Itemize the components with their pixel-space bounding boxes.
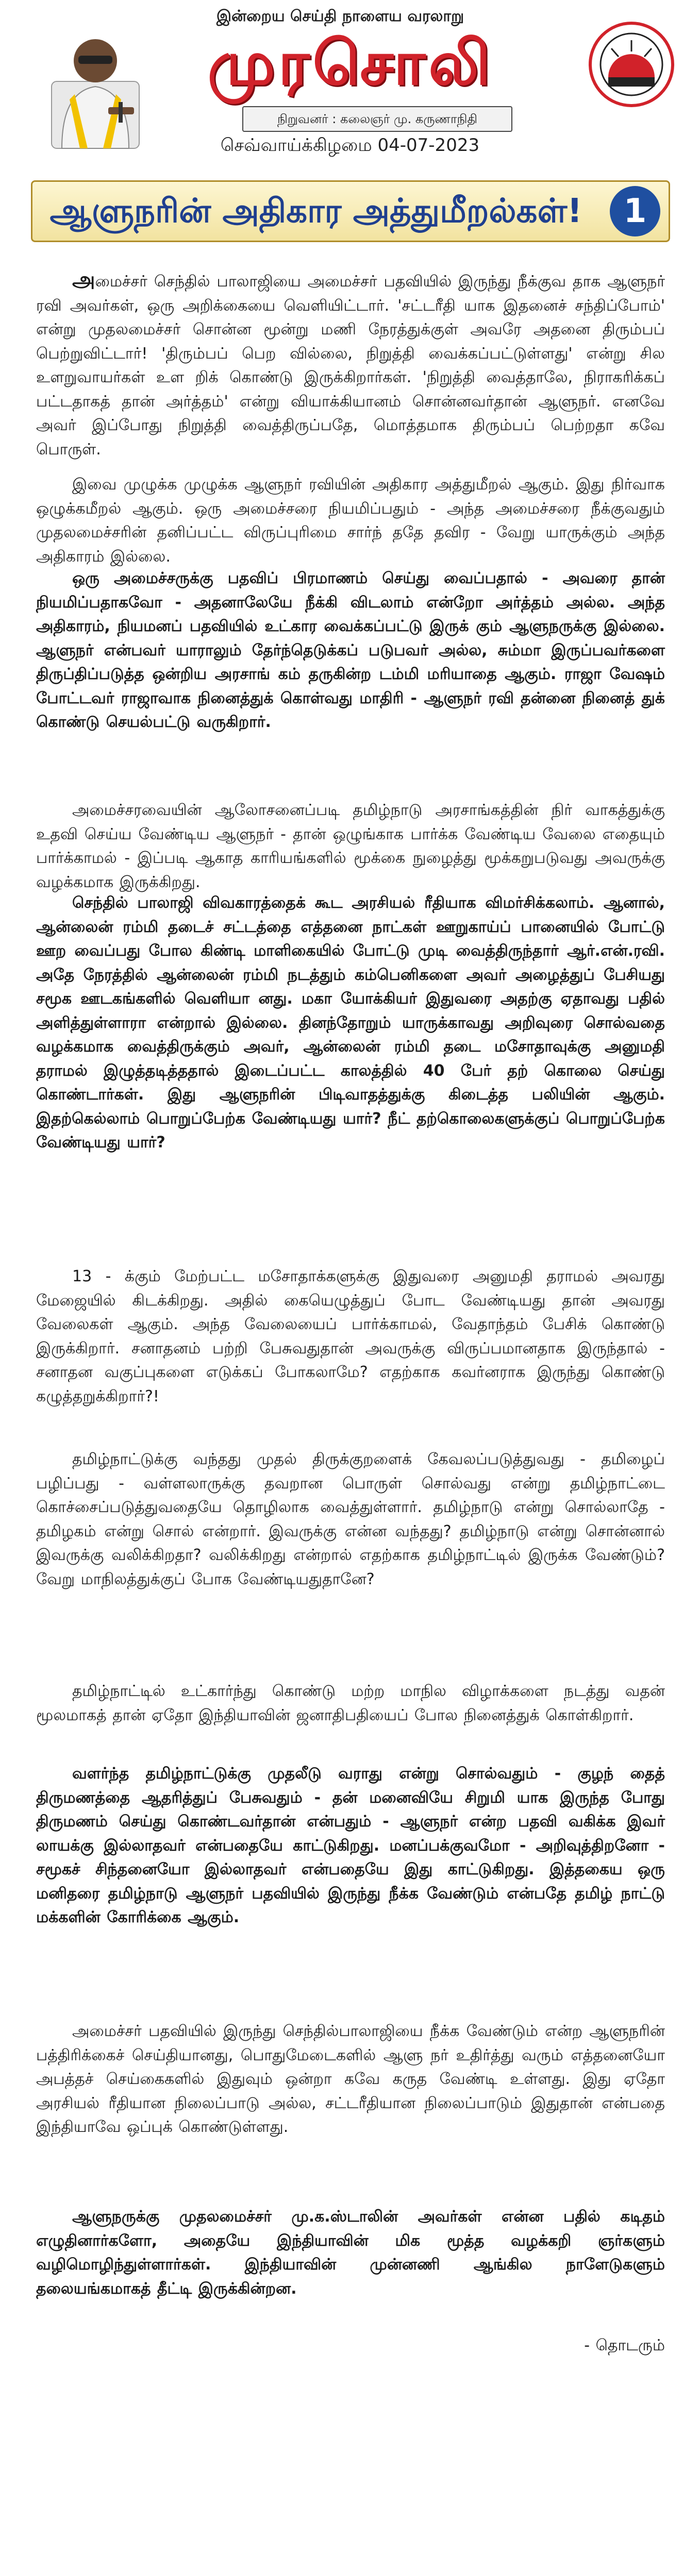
newspaper-logo: முரசொலி: [207, 27, 494, 98]
paragraph-8: தமிழ்நாட்டில் உட்கார்ந்து கொண்டு மற்ற மாநில விழாக்களை நடத்து வதன் மூலமாகத் தான் ஏதோ இந்தியாவின் ஜனாதிபதியைப் போல நினைத்துக் கொள்கிறார்.: [36, 1682, 665, 1724]
paragraph-7: தமிழ்நாட்டுக்கு வந்தது முதல் திருக்குறளைக் கேவலப்படுத்துவது - தமிழைப் பழிப்பது - வள்ளலாருக்கு தவறான பொருள் சொல்வது என்று தமிழ்நாட்டை கொச்சைப்படுத்துவதையே தொழிலாக வைத்துள்ளார். தமிழ்நாடு என்று சொல்லாதே - தமிழகம் என்று சொல் என்றார். இவருக்கு என்ன வந்தது? தமிழ்நாடு என்று சொன்னால் இவருக்கு வலிக்கிறதா? வலிக்கிறது என்றால் எதற்காக தமிழ்நாட்டில் இருக்க வேண்டும்? வேறு மாநிலத்துக்குப் போக வேண்டியதுதானே?: [36, 1450, 665, 1588]
paragraph-6: 13 - க்கும் மேற்பட்ட மசோதாக்களுக்கு இதுவரை அனுமதி தராமல் அவரது மேஜையில் கிடக்கிறது. அதில் கையெழுத்துப் போட வேண்டியது தான் அவரது வேலைகள் ஆகும். அந்த வேலையைப் பார்க்காமல், வேதாந்தம் பேசிக் கொண்டு இருக்கிறார். சனாதனம் பற்றி பேசுவதுதான் அவருக்கு விருப்பமானதாக இருந்தால் - சனாதன வகுப்புகளை எடுக்கப் போகலாமே? எதற்காக கவர்னராக இருந்து கொண்டு கழுத்தறுக்கிறார்?!: [36, 1267, 665, 1405]
paragraph-9: வளர்ந்த தமிழ்நாட்டுக்கு முதலீடு வராது என்று சொல்வதும் - குழந் தைத் திருமணத்தை ஆதரித்துப் பேசுவதும் - தன் மனைவியே சிறுமி யாக இருந்த போது திருமணம் செய்து கொண்டவர்தான் என்பதும் - ஆளுநர் என்ற பதவி வகிக்க இவர் லாயக்கு இல்லாதவர் என்பதையே காட்டுகிறது. மனப்பக்குவமோ - அறிவுத்திறனோ - சமூகச் சிந்தனையோ இல்லாதவர் என்பதையே இது காட்டுகிறது. இத்தகைய ஒரு மனிதரை தமிழ்நாடு ஆளுநர் பதவியில் இருந்து நீக்க வேண்டும் என்பதே தமிழ் நாட்டு மக்களின் கோரிக்கை ஆகும்.: [36, 1765, 665, 1926]
headline-banner: [31, 180, 670, 242]
paragraph-2: இவை முழுக்க முழுக்க ஆளுநர் ரவியின் அதிகார அத்துமீறல் ஆகும். இது நிர்வாக ஒழுக்கமீறல் ஆகும். ஒரு அமைச்சரை நியமிப்பதும் - அந்த அமைச்சரை நீக்குவதும் முதலமைச்சரின் தனிப்பட்ட விருப்புரிமை சார்ந் ததே தவிர - வேறு யாருக்கும் அந்த அதிகாரம் இல்லை.: [36, 476, 665, 566]
paragraph-4: அமைச்சரவையின் ஆலோசனைப்படி தமிழ்நாடு அரசாங்கத்தின் நிர் வாகத்துக்கு உதவி செய்ய வேண்டிய ஆளுநர் - தான் ஒழுங்காக பார்க்க வேண்டிய வேலை எதையும் பார்க்காமல் - இப்படி ஆகாத காரியங்களில் மூக்கை நுழைத்து மூக்கறுபடுவது அவருக்கு வழக்கமாக இருக்கிறது.: [36, 801, 665, 891]
masthead-tagline: இன்றைய செய்தி நாளைய வரலாறு: [216, 7, 464, 25]
dropcap: அ: [72, 268, 95, 292]
paragraph-3: ஒரு அமைச்சருக்கு பதவிப் பிரமாணம் செய்து வைப்பதால் - அவரை தான் நியமிப்பதாகவோ - அதனாலேயே நீக்கி விடலாம் என்றோ அர்த்தம் அல்ல. அந்த அதிகாரம், நியமனப் பதவியில் உட்கார வைக்கப்பட்டு இருக் கும் ஆளுநருக்கு இல்லை. ஆளுநர் என்பவர் யாராலும் தேர்ந்தெடுக்கப் படுபவர் அல்ல, சும்மா இருப்பவர்களை திருப்திப்படுத்த ஒன்றிய அரசாங் கம் தருகின்ற டம்மி மரியாதை ஆகும். ராஜா வேஷம் போட்டவர் ராஜாவாக நினைத்துக் கொள்வது மாதிரி - ஆளுநர் ரவி தன்னை நினைத் துக் கொண்டு செயல்பட்டு வருகிறார்.: [36, 569, 665, 731]
paragraph-11: ஆளுநருக்கு முதலமைச்சர் மு.க.ஸ்டாலின் அவர்கள் என்ன பதில் கடிதம் எழுதினார்களோ, அதையே இந்தியாவின் மிக மூத்த வழக்கறி ஞர்களும் வழிமொழிந்துள்ளார்கள். இந்தியாவின் முன்னணி ஆங்கில நாளேடுகளும் தலையங்கமாகத் தீட்டி இருக்கின்றன.: [36, 2208, 665, 2298]
paragraph-5: செந்தில் பாலாஜி விவகாரத்தைக் கூட அரசியல் ரீதியாக விமர்சிக்கலாம். ஆனால், ஆன்லைன் ரம்மி தடைச் சட்டத்தை எத்தனை நாட்கள் ஊறுகாய்ப் பானையில் போட்டு ஊற வைப்பது போல கிண்டி மாளிகையில் போட்டு முடி வைத்திருந்தார் ஆர்.என்.ரவி. அதே நேரத்தில் ஆன்லைன் ரம்மி நடத்தும் கம்பெனிகளை அவர் அழைத்துப் பேசியது சமூக ஊடகங்களில் வெளியா னது. மகா யோக்கியர் இதுவரை அதற்கு ஏதாவது பதில் அளித்துள்ளாரா என்றால் இல்லை. தினந்தோறும் யாருக்காவது அறிவுரை சொல்வதை வழக்கமாக வைத்திருக்கும் அவர், ஆன்லைன் ரம்மி தடை மசோதாவுக்கு அனுமதி தராமல் இழுத்தடித்ததால் இடைப்பட்ட காலத்தில் 40 பேர் தற் கொலை செய்து கொண்டார்கள். இது ஆளுநரின் பிடிவாதத்துக்கு கிடைத்த பலியின் ஆகும். இதற்கெல்லாம் பொறுப்பேற்க வேண்டியது யார்? நீட் தற்கொலைகளுக்குப் பொறுப்பேற்க வேண்டியது யார்?: [36, 894, 665, 1151]
headline-title: ஆளுநரின் அதிகார அத்துமீறல்கள்!: [49, 192, 582, 230]
masthead: [0, 0, 700, 160]
issue-date: செவ்வாய்க்கிழமை 04-07-2023: [220, 135, 480, 156]
party-seal-icon: [588, 21, 675, 108]
series-part-badge: 1: [610, 186, 660, 236]
founder-label: நிறுவனர் : கலைஞர் மு. கருணாநிதி: [242, 106, 512, 132]
paragraph-1: அமைச்சர் செந்தில் பாலாஜியை அமைச்சர் பதவியில் இருந்து நீக்குவ தாக ஆளுநர் ரவி அவர்கள், ஒரு அறிக்கையை வெளியிட்டார். 'சட்டரீதி யாக இதனைச் சந்திப்போம்' என்று முதலமைச்சர் சொன்ன மூன்று மணி நேரத்துக்குள் அவரே அதனை திரும்பப் பெற்றுவிட்டார்! 'திரும்பப் பெற வில்லை, நிறுத்தி வைக்கப்பட்டுள்ளது' என்று சில உளறுவாயர்கள் உள றிக் கொண்டு இருக்கிறார்கள். 'நிறுத்தி வைத்தாலே, நிராகரிக்கப் பட்டதாகத் தான் அர்த்தம்' என்று வியாக்கியானம் சொன்னவர்தான் ஆளுநர். எனவே அவர் இப்போது நிறுத்தி வைத்திருப்பதே, மொத்தமாக திரும்பப் பெற்றதா கவே பொருள்.: [36, 268, 665, 459]
founder-portrait-icon: [31, 4, 160, 154]
paragraph-10: அமைச்சர் பதவியில் இருந்து செந்தில்பாலாஜியை நீக்க வேண்டும் என்ற ஆளுநரின் பத்திரிக்கைச் செய்தியானது, பொதுமேடைகளில் ஆளு நர் உதிர்த்து வரும் எத்தனையோ அபத்தச் செய்கைகளில் இதுவும் ஒன்றா கவே கருத வேண்டி உள்ளது. இது ஏதோ அரசியல் ரீதியான நிலைப்பாடு அல்ல, சட்டரீதியான நிலைப்பாடும் இதுதான் என்பதை இந்தியாவே ஒப்புக் கொண்டுள்ளது.: [36, 2022, 665, 2136]
continued-label: - தொடரும்: [584, 2336, 665, 2354]
